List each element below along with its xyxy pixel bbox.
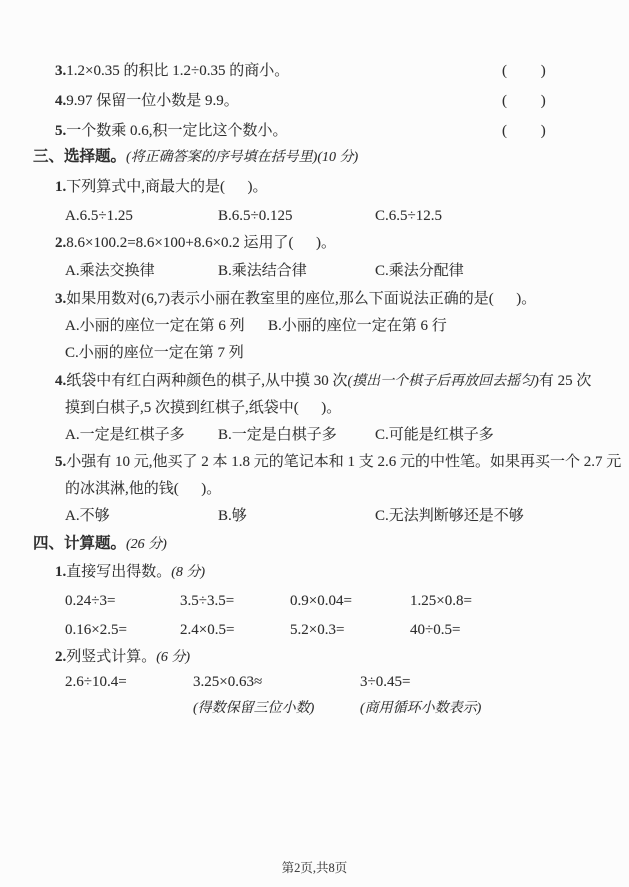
option-a: A.6.5÷1.25 (65, 208, 133, 224)
answer-bracket: ( ) (502, 123, 546, 139)
judge-item (55, 121, 288, 141)
calc-expression: 0.16×2.5= (65, 622, 127, 638)
question-number: 1. (55, 179, 67, 195)
option-b: B.够 (218, 508, 247, 524)
subsection-text: 直接写出得数。 (66, 564, 172, 580)
question-text-line2: 的冰淇淋,他的钱( )。 (65, 481, 222, 497)
option-c: C.6.5÷12.5 (375, 208, 442, 224)
question-number: 4. (55, 373, 67, 389)
page-number: 第2页,共8页 (281, 861, 348, 875)
judge-item-number: 4. (55, 93, 67, 109)
calc-note: (得数保留三位小数) (193, 701, 315, 716)
section-3-title: 三、选择题。 (33, 148, 127, 165)
choice-question-5 (55, 452, 621, 472)
calc-expression: 2.6÷10.4= (65, 674, 127, 690)
calc-expression: 40÷0.5= (410, 622, 461, 638)
judge-item (55, 91, 239, 111)
option-a: A.一定是红棋子多 (65, 427, 185, 443)
question-text: 小强有 10 元,他买了 2 本 1.8 元的笔记本和 1 支 2.6 元的中性笔。如果再买一个 2.7 元 (66, 454, 622, 470)
section-4-title: 四、计算题。 (33, 535, 127, 552)
calc-expression: 1.25×0.8= (410, 593, 472, 609)
option-c: C.乘法分配律 (375, 263, 464, 279)
judge-item-text: 1.2×0.35 的积比 1.2÷0.35 的商小。 (66, 63, 290, 79)
question-text: 下列算式中,商最大的是( )。 (66, 179, 268, 195)
section-3-score: (10 分) (317, 150, 359, 165)
section-4-score: (26 分) (126, 537, 167, 552)
question-text: 如果用数对(6,7)表示小丽在教室里的座位,那么下面说法正确的是( )。 (66, 291, 537, 307)
option-c: C.无法判断够还是不够 (375, 508, 524, 524)
choice-question-1 (55, 177, 268, 197)
subsection-number: 2. (55, 649, 67, 665)
judge-item-text: 一个数乘 0.6,积一定比这个数小。 (66, 123, 288, 139)
subsection-score: (8 分) (171, 565, 206, 580)
judge-item-number: 5. (55, 123, 67, 139)
question-note: (摸出一个棋子后再放回去摇匀) (347, 374, 539, 389)
option-a: A.小丽的座位一定在第 6 列 (65, 318, 245, 334)
question-number: 3. (55, 291, 67, 307)
option-b: B.小丽的座位一定在第 6 行 (268, 318, 447, 334)
answer-bracket: ( ) (502, 63, 546, 79)
question-number: 2. (55, 235, 67, 251)
subsection-text: 列竖式计算。 (66, 649, 157, 665)
section-3-note: (将正确答案的序号填在括号里) (126, 150, 318, 165)
subsection-number: 1. (55, 564, 67, 580)
option-b: B.乘法结合律 (218, 263, 307, 279)
question-text: 8.6×100.2=8.6×100+8.6×0.2 运用了( )。 (66, 235, 337, 251)
judge-item-number: 3. (55, 63, 67, 79)
option-c: C.小丽的座位一定在第 7 列 (65, 345, 244, 361)
question-text: 有 25 次 (538, 373, 592, 389)
judge-item-text: 9.97 保留一位小数是 9.9。 (66, 93, 239, 109)
option-a: A.乘法交换律 (65, 263, 155, 279)
subsection-score: (6 分) (156, 650, 191, 665)
option-c: C.可能是红棋子多 (375, 427, 494, 443)
judge-item (55, 61, 289, 81)
calc-expression: 0.24÷3= (65, 593, 116, 609)
calc-note: (商用循环小数表示) (360, 701, 482, 716)
calc-expression: 3÷0.45= (360, 674, 411, 690)
choice-question-3 (55, 289, 536, 309)
section-4-header (33, 534, 167, 555)
option-a: A.不够 (65, 508, 110, 524)
choice-question-4 (55, 371, 591, 392)
calc-expression: 3.5÷3.5= (180, 593, 235, 609)
calc-expression: 3.25×0.63≈ (193, 674, 263, 690)
question-text: 纸袋中有红白两种颜色的棋子,从中摸 30 次 (66, 373, 348, 389)
answer-bracket: ( ) (502, 93, 546, 109)
option-b: B.一定是白棋子多 (218, 427, 337, 443)
question-number: 5. (55, 454, 67, 470)
section-3-header (33, 147, 358, 168)
subsection-1-label (55, 562, 205, 583)
option-b: B.6.5÷0.125 (218, 208, 293, 224)
choice-question-2 (55, 233, 336, 253)
question-text-line2: 摸到白棋子,5 次摸到红棋子,纸袋中( )。 (65, 400, 342, 416)
calc-expression: 0.9×0.04= (290, 593, 352, 609)
calc-expression: 2.4×0.5= (180, 622, 235, 638)
subsection-2-label (55, 647, 190, 668)
calc-expression: 5.2×0.3= (290, 622, 345, 638)
